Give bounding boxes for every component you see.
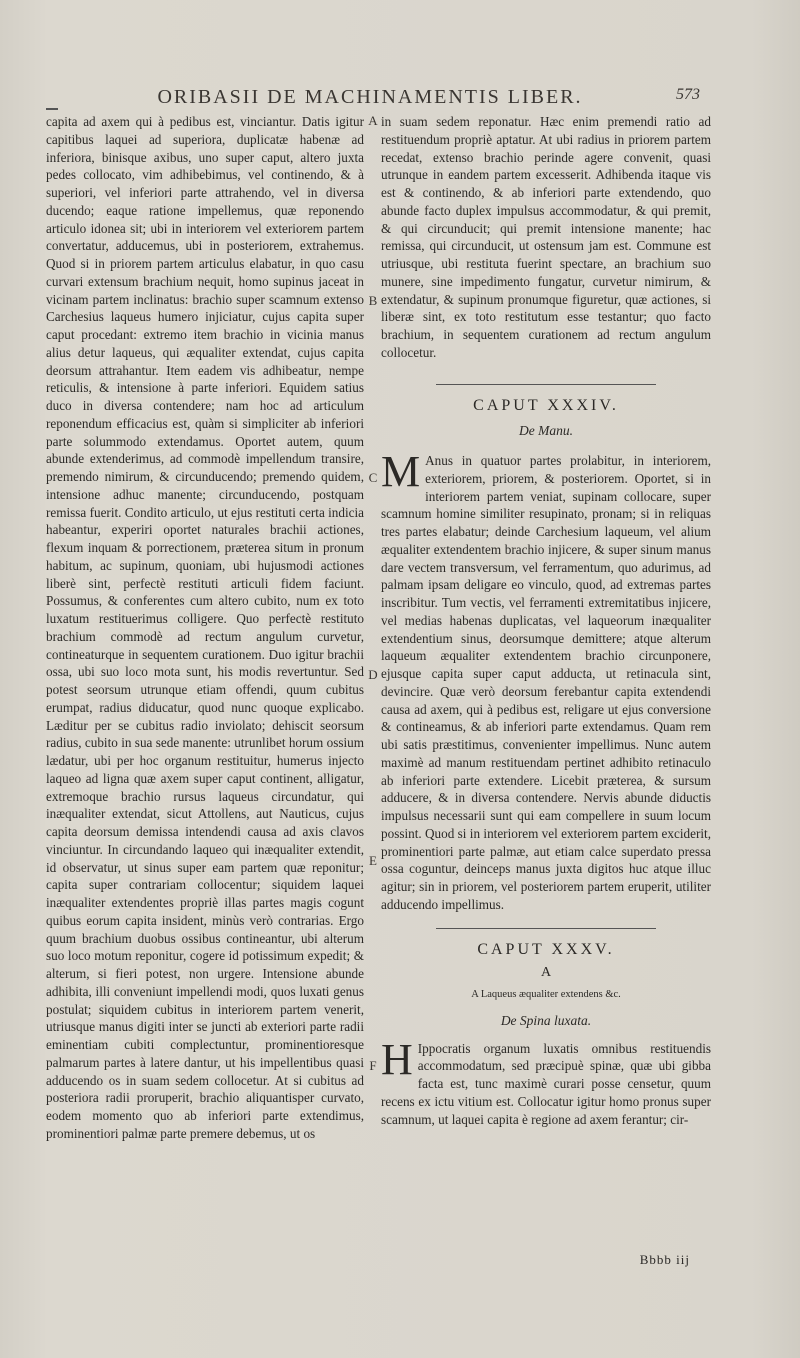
chapter-34-title: CAPUT XXXIV. [473, 396, 619, 414]
page-number: 573 [676, 86, 700, 103]
chapter-34-text: Anus in quatuor partes prolabitur, in interiorem, exteriorem, priorem, & posteriorem. Oportet, si in interiorem partem veniat, supinam collocare, super scamnum homine similiter resupinato, pronam; si in reliquas tres partes elabatur; deinde Carchesium laqueum, vel alium æqualiter extendentem brachio injicere, & super sinum manus dare vectem transversum, vel ferramentum, quo adurimus, ad palmam ipsam deligare eo vinculo, quod, ad extremas partes inscribitur. Tum vectis, vel ferramenti extremitatibus injicere, vel medias habenas duplicatas, vel laqueorum inæqualiter extendentium sinus, deorsumque demittere; atque alterum laqueum æqualiter extendentem brachio circunponere, ejusque capita super caput adducta, ut retinacula sint, devincire. Quæ verò deorsum ferebantur capita extendendi causa ad axem, qui à pedibus est, religare ut ejus conversione & contineamus, & ab inferiori parte extendamus. Quam rem ubi satis præstitimus, convenienter impellimus. Nunc autem maximè ad manum restituendam pertinet adhibito retinaculo ab inferiori parte extendere. Licebit præterea, & sursum adducere, & in diversa contendere. Nervis abunde diductis impulsus necessarii sunt qui eam compellere in suum locum possint. Quod si in interiorem vel exteriorem partem exciderit, prominentiori parte palmæ, aut etiam calce superdato pressa ossa coguntur, deinceps manus juxta digitos huc atque illuc agitur; sin in priorem, vel posteriorem partem eruperit, utiliter adducendo impellimus. [381, 453, 711, 912]
margin-letter-b: B [368, 293, 378, 308]
chapter-35-subtitle: De Spina luxata. [500, 1012, 592, 1028]
chapter-35-title: CAPUT XXXV. [477, 940, 615, 958]
page-header [0, 86, 800, 110]
margin-letter-f: F [369, 1058, 377, 1073]
figure-caption: A Laqueus æqualiter extendens &c. [471, 989, 621, 1000]
left-column [46, 113, 364, 1143]
dropcap-m: M [381, 447, 421, 496]
chapter-35-body [381, 1034, 711, 1129]
margin-letter-e: E [369, 853, 377, 868]
margin-letter-d: D [368, 667, 378, 682]
margin-letter-c: C [368, 470, 378, 485]
right-column-continuation: in suam sedem reponatur. Hæc enim premendi ratio ad restituendum propriè aptatur. At ubi radius in priorem partem recedat, extenso brachio perinde agere convenit, quasi utrunque in eandem partem excesserit. Adhibenda itaque vis est & continendo, & ab inferiori parte extendendo, quo abunde facto duplex impulsus accommodatur, & qui premit, & qui circunducit; qui premit intensione manente; hac remissa, qui circunducit, ut ostensum jam est. Commune est utriusque, ubi restituta fuerint spectare, an brachium suo munere, sine impedimento fungatur, curvetur nimirum, & extendatur, & supinum pronumque figuretur, quæ actiones, si liberæ sint, ex toto restitutum esse testantur; quo facto brachium, in sequentem curationem ad rectum angulum collocetur. [381, 114, 711, 360]
chapter-35-text: Ippocratis organum luxatis omnibus restituendis accommodatum, sed præcipuè spinæ, quæ ubi gibba facta est, tunc maximè curari posse censetur, quum recens ex ictu vitium est. Collocatur igitur homo pronus super scamnum, ut laquei capita è regione ad axem ferantur; cir- [381, 1040, 711, 1127]
running-title: ORIBASII DE MACHINAMENTIS LIBER. [157, 86, 583, 108]
margin-letter-a: A [368, 113, 378, 128]
right-column [381, 113, 711, 1128]
line-mark [46, 108, 58, 110]
figure-letter: A [540, 965, 552, 981]
chapter-34-body [381, 447, 711, 914]
signature-mark: Bbbb iij [639, 1252, 690, 1267]
chapter-34-subtitle: De Manu. [519, 423, 573, 439]
left-column-text: capita ad axem qui à pedibus est, vinciantur. Datis igitur capitibus laquei ad superiora, duplicatæ habenæ ad inferiora, binisque axibus, uno super caput, altero juxta pedes collocato, vim adhibebimus, vel continendo, & à superiori, vel inferiori parte attrahendo, vel in diversa ducendo; eaque ratione impellemus, quæ reponendo articulo idonea sit; ubi in interiorem vel exteriorem partem convertatur, adducemus, ubi in posteriorem, extrahemus. Quod si in priorem partem articulus elabatur, in quo casu curvari extensum brachium nequit, homo supinus jaceat in vicinam partem inclinatus: brachio super scamnum extenso Carchesius laqueus humero injiciatur, cujus capita super caput procedant: extremo item brachio in vicinia manus alius detur laqueus, qui æqualiter extendat, cujus capita deorsum attrahantur. Item eadem vis adhibeatur, nempe reticulis, & intensione à parte inferiori. Equidem satius duco in diversa contendere; nam hoc ad articulum reponendum efficacius est, quàm si simpliciter ab inferiori parte solummodo extendamus. Oportet autem, quum abunde extenderimus, ad commodè impellendum transire, premendo nimirum, & circunducendo; premendo quidem, intensione adhuc manente; circunducendo, postquam remissa fuerit. Condito articulo, ut ejus restituti certa indicia habeantur, experiri oportet naturales brachii actiones, flexum inquam & porrectionem, præterea situm in pronum habitum, ac supinum, quoniam, ubi hujusmodi actiones liberè sint, perfectè restituti articuli fidem faciunt. Possumus, & conferentes cum altero cubito, num ex toto luxatum restituerimus colligere. Quo perfectè restituto brachium commodè ad rectum angulum curvetur, contineaturque in sequentem curationem. Duo igitur brachii ossa, ubi suo loco mota sunt, his modis revertuntur. Sed potest seorsum utrunque etiam offendi, quum cubitus erumpat, radius diducatur, quod nunc quoque explicabo. Læditur per se cubitus radio inviolato; dehiscit seorsum radius, cubito in sua sede manente: utrunlibet horum ossium lædatur, ubi per hoc organum restituitur, humerus injecto laqueo ad ligna quæ axem super caput continent, alligatur, extremoque brachio rursus laqueus circundatur, qui inæqualiter extendat, sicut Attollens, aut Nauticus, cujus capita deorsum demissa intendendi causa ad axis clavos vinciuntur. In circundando laqueo qui inæqualiter extendit, id observatur, ut sinus super eam partem quæ reponitur; capita super contrariam collocentur; siquidem laquei inæqualiter extendentes propriè illas partes magis cogunt quibus eorum capita insident, minùs verò contrarias. Ergo quum brachium duobus ossibus contineantur, ubi alterum suo loco motum reponitur, cogere id potissimum expedit; & alterum, si fieri potest, non urgere. Intensione abunde adhibita, illi conveniunt impellendi modi, quos luxati genus postulat; siquidem cubitus in interiorem partem venerit, utriusque manus digiti inter se juncti ab exteriori parte radii eminentiam cubiti complectuntur, prominentioresque palmarum partes à latere dantur, ut his impellentibus quasi adducendo os in suam sedem collocetur. At si cubitus ad posteriora radii proruperit, brachio aliquantisper curvato, eodem momento quo ab inferiori parte extendimus, prominentiori palmæ parte premere debemus, ut os [46, 114, 364, 1141]
dropcap-h: H [381, 1034, 413, 1084]
